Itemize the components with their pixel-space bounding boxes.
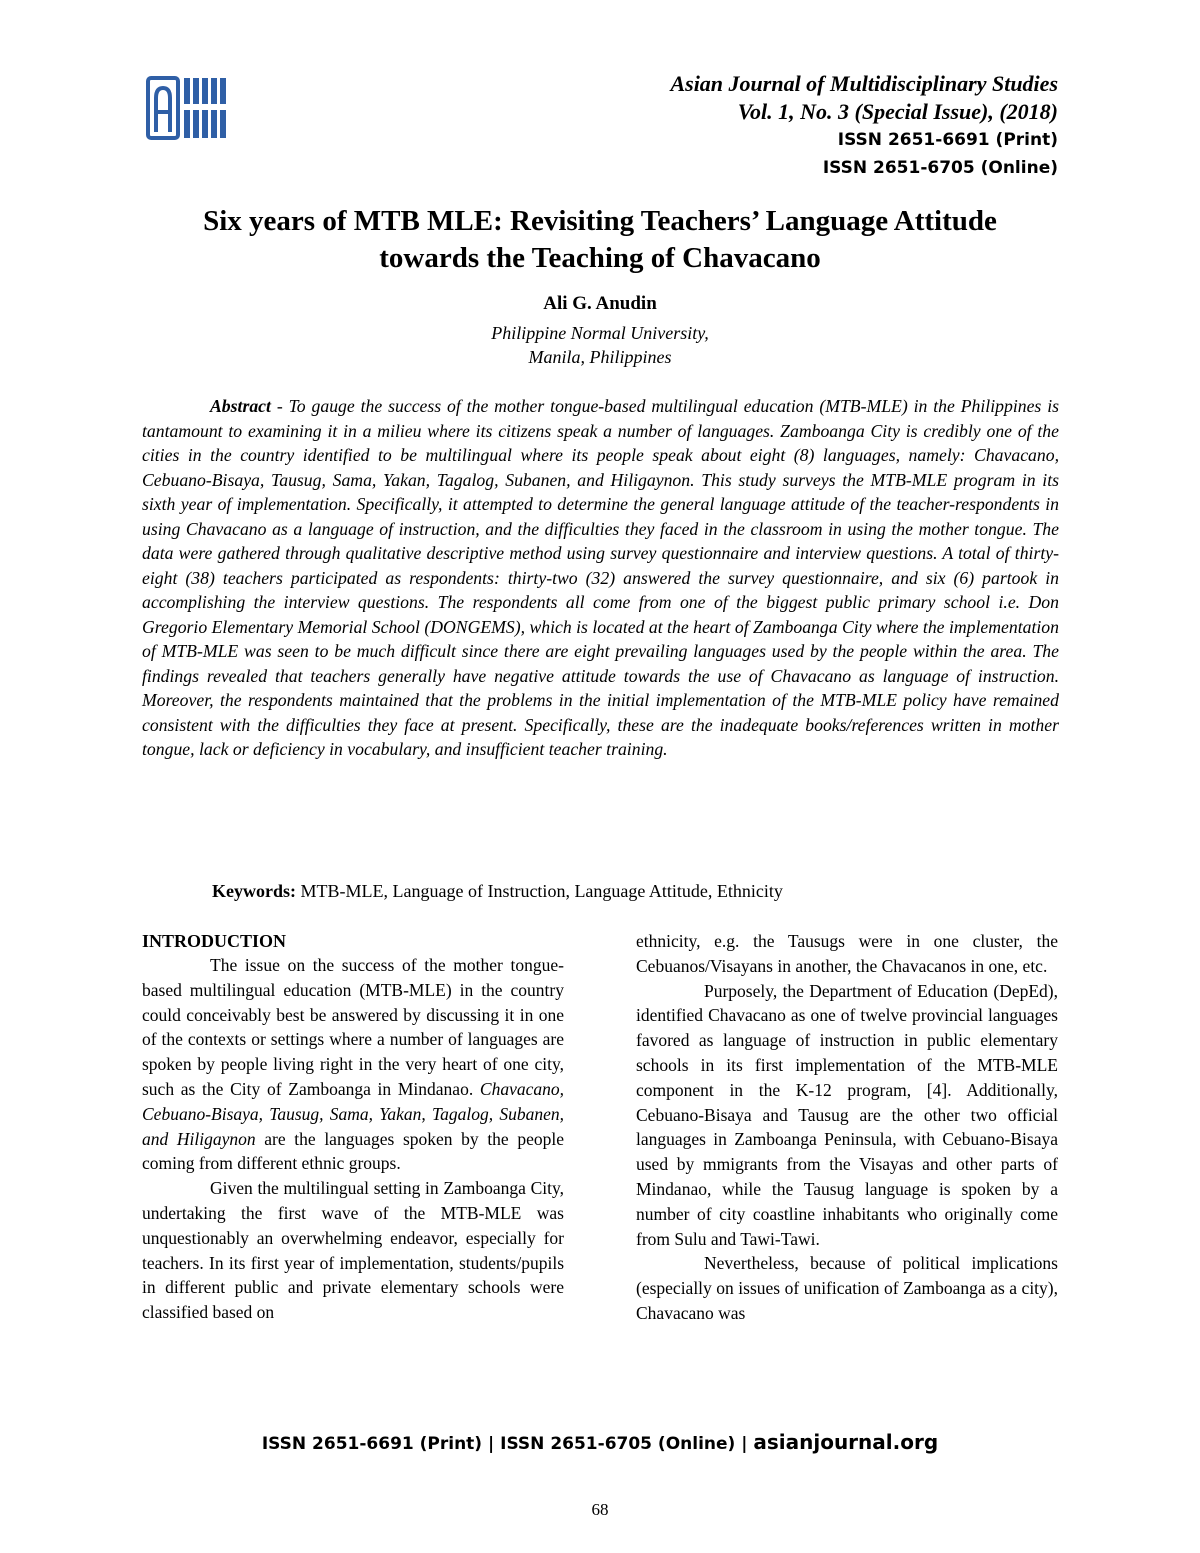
intro-paragraph-3: Purposely, the Department of Education (DepEd), identified Chavacano as one of twelve provincial languages favored as language of instruction in public elementary schools in its first implementation of the MTB-MLE component in the K-12 program, [4]. Additionally, Cebuano-Bisaya and Tausug are the other two official languages in Zamboanga Peninsula, with Cebuano-Bisaya used by mmigrants from the Visayas and other parts of Mindanao, while the Tausug language is spoken by a number of city coastline inhabitants who originally come from Sulu and Tawi-Tawi. xyxy=(636,980,1058,1249)
section-heading: INTRODUCTION xyxy=(142,931,287,951)
page-footer xyxy=(0,1430,1200,1454)
paper-title xyxy=(100,203,1100,277)
abstract-text: - To gauge the success of the mother tongue-based multilingual education (MTB-MLE) in the Philippines is tantamount to examining it in a milieu where its citizens speak a number of languages. Zamboanga City is credibly one of the cities in the country identified to be multilingual where its people speak about eight (8) languages, namely: Chavacano, Cebuano-Bisaya, Tausug, Sama, Yakan, Tagalog, Subanen, and Hiligaynon. This study surveys the MTB-MLE program in its sixth year of implementation. Specifically, it attempted to determine the general language attitude of the teacher-respondents in using Chavacano as a language of instruction, and the difficulties they faced in the classroom in using the mother tongue. The data were gathered through qualitative descriptive method using survey questionnaire and interview questions. A total of thirty-eight (38) teachers participated as respondents: thirty-two (32) answered the survey questionnaire, and six (6) partook in accomplishing the interview questions. The respondents all come from one of the biggest public primary school i.e. Don Gregorio Elementary Memorial School (DONGEMS), which is located at the heart of Zamboanga City where the implementation of MTB-MLE was seen to be much difficult since there are eight prevailing languages used by the people within the area. The findings revealed that teachers generally have negative attitude towards the use of Chavacano as language of instruction. Moreover, the respondents maintained that the problems in the initial implementation of the MTB-MLE policy have remained consistent with the difficulties they face at present. Specifically, these are the inadequate books/references written in mother tongue, lack or deficiency in vocabulary, and insufficient teacher training. xyxy=(142,396,1059,759)
author-affiliation xyxy=(0,321,1200,369)
issn-print: ISSN 2651-6691 (Print) xyxy=(837,130,1058,150)
intro-paragraph-4: Nevertheless, because of political implications (especially on issues of unification of Zamboanga as a city), Chavacano was xyxy=(636,1253,1058,1323)
title-line-2: towards the Teaching of Chavacano xyxy=(379,242,821,274)
journal-volume: Vol. 1, No. 3 (Special Issue), (2018) xyxy=(737,99,1058,124)
keywords-label: Keywords: xyxy=(212,881,296,901)
keywords-text: MTB-MLE, Language of Instruction, Language Attitude, Ethnicity xyxy=(296,881,783,901)
abstract xyxy=(142,394,1059,762)
footer-issn: ISSN 2651-6691 (Print) | ISSN 2651-6705 (Online) | xyxy=(261,1434,754,1454)
journal-logo xyxy=(146,74,234,142)
issn-online: ISSN 2651-6705 (Online) xyxy=(822,158,1058,178)
author-name: Ali G. Anudin xyxy=(543,293,657,314)
title-line-1: Six years of MTB MLE: Revisiting Teachers’ Language Attitude xyxy=(203,205,997,237)
intro-paragraph-2: Given the multilingual setting in Zamboanga City, undertaking the first wave of the MTB-MLE was unquestionably an overwhelming endeavor, especially for teachers. In its first year of implementation, students/pupils in different public and private elementary schools were classified based on xyxy=(142,1178,564,1323)
footer-site-link[interactable]: asianjournal.org xyxy=(753,1430,939,1454)
page-number: 68 xyxy=(591,1500,609,1519)
citation-link[interactable]: [4] xyxy=(926,1079,948,1100)
affiliation-line-1: Philippine Normal University, xyxy=(491,323,709,343)
affiliation-line-2: Manila, Philippines xyxy=(528,347,672,367)
column-left xyxy=(142,929,564,1325)
journal-header xyxy=(670,70,1058,182)
intro-paragraph-2-continued: ethnicity, e.g. the Tausugs were in one cluster, the Cebuanos/Visayans in another, the Chavacanos in one, etc. xyxy=(636,931,1058,976)
column-right xyxy=(636,929,1058,1326)
journal-name: Asian Journal of Multidisciplinary Studies xyxy=(670,71,1058,96)
intro-paragraph-1: The issue on the success of the mother tongue-based multilingual education (MTB-MLE) in the country could conceivably best be answered by discussing it in one of the contexts or settings where a number of languages are spoken by people living right in the very heart of one city, such as the City of Zamboanga in Mindanao. Chavacano, Cebuano-Bisaya, Tausug, Sama, Yakan, Tagalog, Subanen, and Hiligaynon are the languages spoken by the people coming from different ethnic groups. xyxy=(142,955,564,1174)
abstract-label: Abstract xyxy=(210,396,271,416)
keywords xyxy=(212,881,783,902)
